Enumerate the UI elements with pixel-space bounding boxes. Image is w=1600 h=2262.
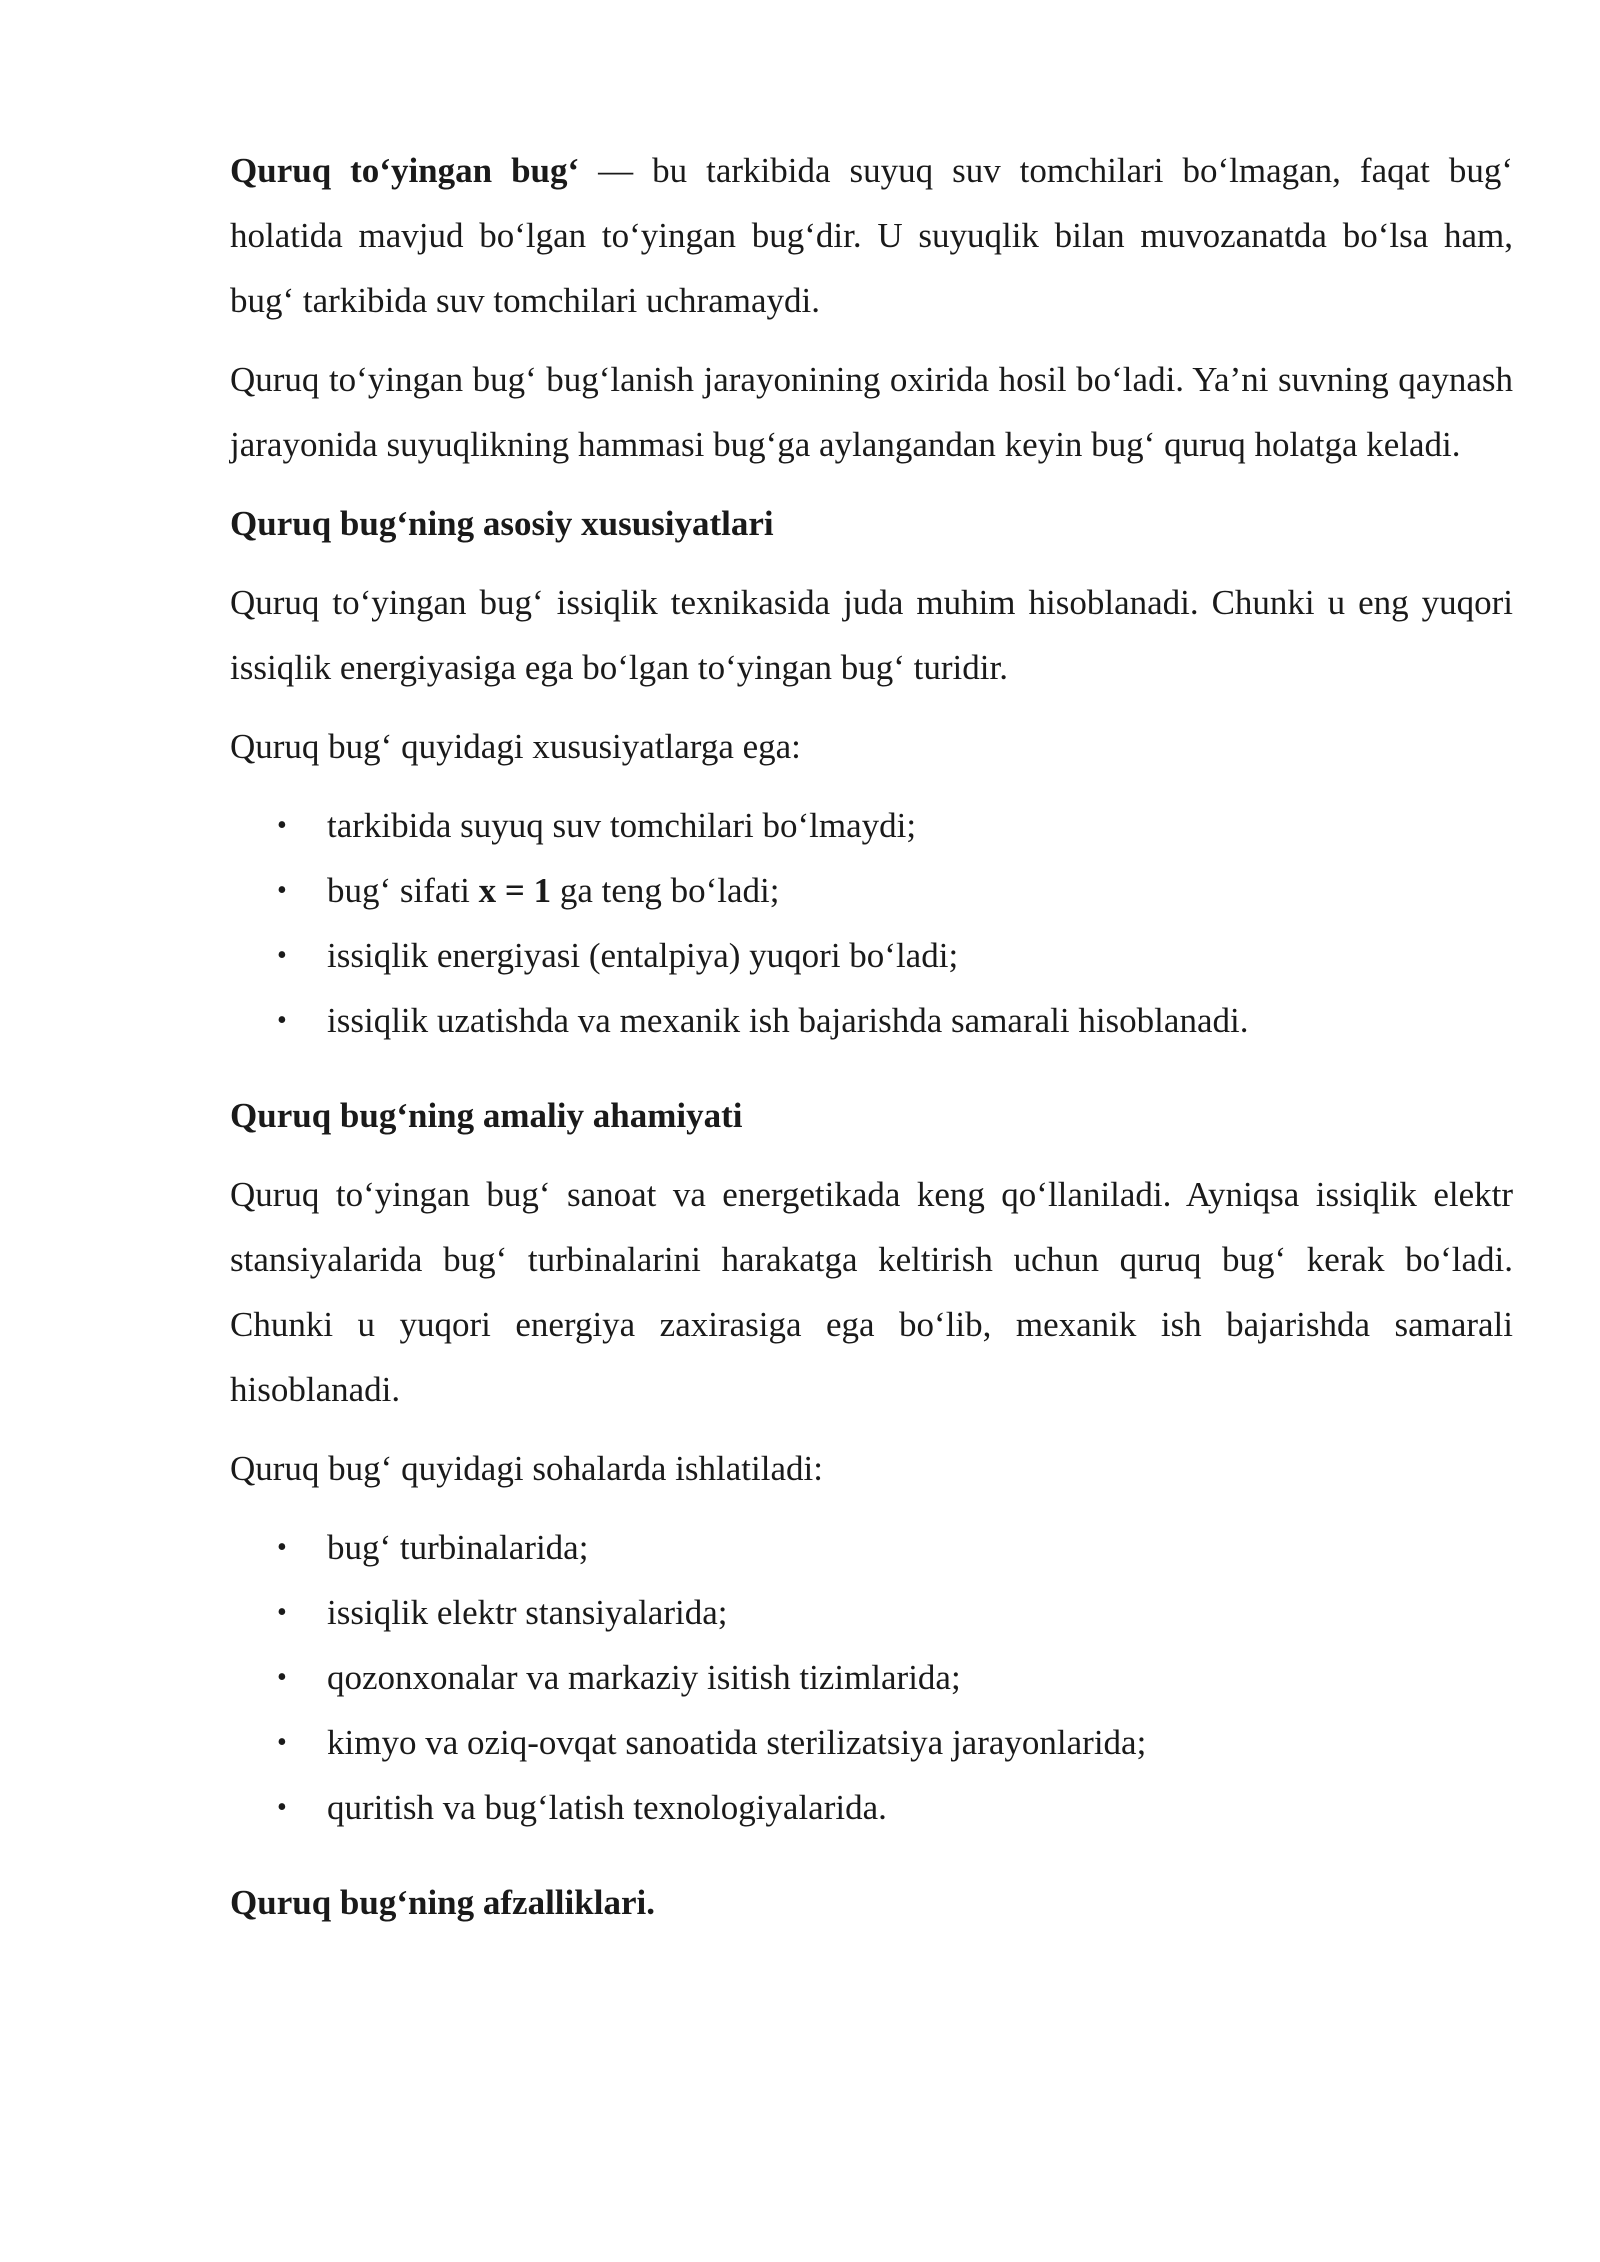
list-item: • tarkibida suyuq suv tomchilari bo‘lmaydi;: [230, 793, 1513, 858]
list-item: • issiqlik energiyasi (entalpiya) yuqori bo‘ladi;: [230, 923, 1513, 988]
paragraph-properties-lead: Quruq bug‘ quyidagi xususiyatlarga ega:: [230, 727, 801, 766]
bullet-icon: •: [277, 875, 287, 906]
properties-list: [230, 793, 1513, 1053]
bullet-icon: •: [277, 810, 287, 841]
bullet-icon: •: [277, 1532, 287, 1563]
document-page: [230, 138, 1513, 1949]
list-item: • kimyo va oziq-ovqat sanoatida sterilizatsiya jarayonlarida;: [230, 1710, 1513, 1775]
bullet-icon: •: [277, 1792, 287, 1823]
quality-formula: x = 1: [478, 871, 552, 910]
list-item: • bug‘ turbinalarida;: [230, 1515, 1513, 1580]
bullet-icon: •: [277, 1727, 287, 1758]
heading-advantages: Quruq bug‘ning afzalliklari.: [230, 1883, 655, 1922]
intro-paragraph: [230, 138, 1513, 333]
intro-term: Quruq to‘yingan bug‘: [230, 151, 580, 190]
heading-practical-significance: Quruq bug‘ning amaliy ahamiyati: [230, 1096, 743, 1135]
bullet-icon: •: [277, 1662, 287, 1693]
list-item: • issiqlik elektr stansiyalarida;: [230, 1580, 1513, 1645]
list-item: • qozonxonalar va markaziy isitish tizimlarida;: [230, 1645, 1513, 1710]
bullet-icon: •: [277, 1005, 287, 1036]
list-item: • quritish va bug‘latish texnologiyalarida.: [230, 1775, 1513, 1840]
list-item: • issiqlik uzatishda va mexanik ish bajarishda samarali hisoblanadi.: [230, 988, 1513, 1053]
bullet-icon: •: [277, 1597, 287, 1628]
uses-list: [230, 1515, 1513, 1840]
heading-properties: Quruq bug‘ning asosiy xususiyatlari: [230, 504, 774, 543]
bullet-icon: •: [277, 940, 287, 971]
paragraph-importance: Quruq to‘yingan bug‘ issiqlik texnikasida juda muhim hisoblanadi. Chunki u eng yuqori issiqlik energiyasiga ega bo‘lgan to‘yingan bug‘ turidir.: [230, 583, 1513, 687]
paragraph-uses-lead: Quruq bug‘ quyidagi sohalarda ishlatiladi:: [230, 1449, 823, 1488]
paragraph-industry: Quruq to‘yingan bug‘ sanoat va energetikada keng qo‘llaniladi. Ayniqsa issiqlik elektr stansiyalarida bug‘ turbinalarini harakatga keltirish uchun quruq bug‘ kerak bo‘ladi. Chunki u yuqori energiya zaxirasiga ega bo‘lib, mexanik ish bajarishda samarali hisoblanadi.: [230, 1175, 1513, 1409]
intro-text: — bu tarkibida suyuq suv tomchilari bo‘lmagan, faqat bug‘ holatida mavjud bo‘lgan to‘yingan bug‘dir. U suyuqlik bilan muvozanatda bo‘lsa ham, bug‘ tarkibida suv tomchilari uchramaydi.: [230, 151, 1513, 320]
list-item: • bug‘ sifati x = 1 ga teng bo‘ladi;: [230, 858, 1513, 923]
paragraph-formation: Quruq to‘yingan bug‘ bug‘lanish jarayonining oxirida hosil bo‘ladi. Ya’ni suvning qaynash jarayonida suyuqlikning hammasi bug‘ga aylangandan keyin bug‘ quruq holatga keladi.: [230, 360, 1513, 464]
